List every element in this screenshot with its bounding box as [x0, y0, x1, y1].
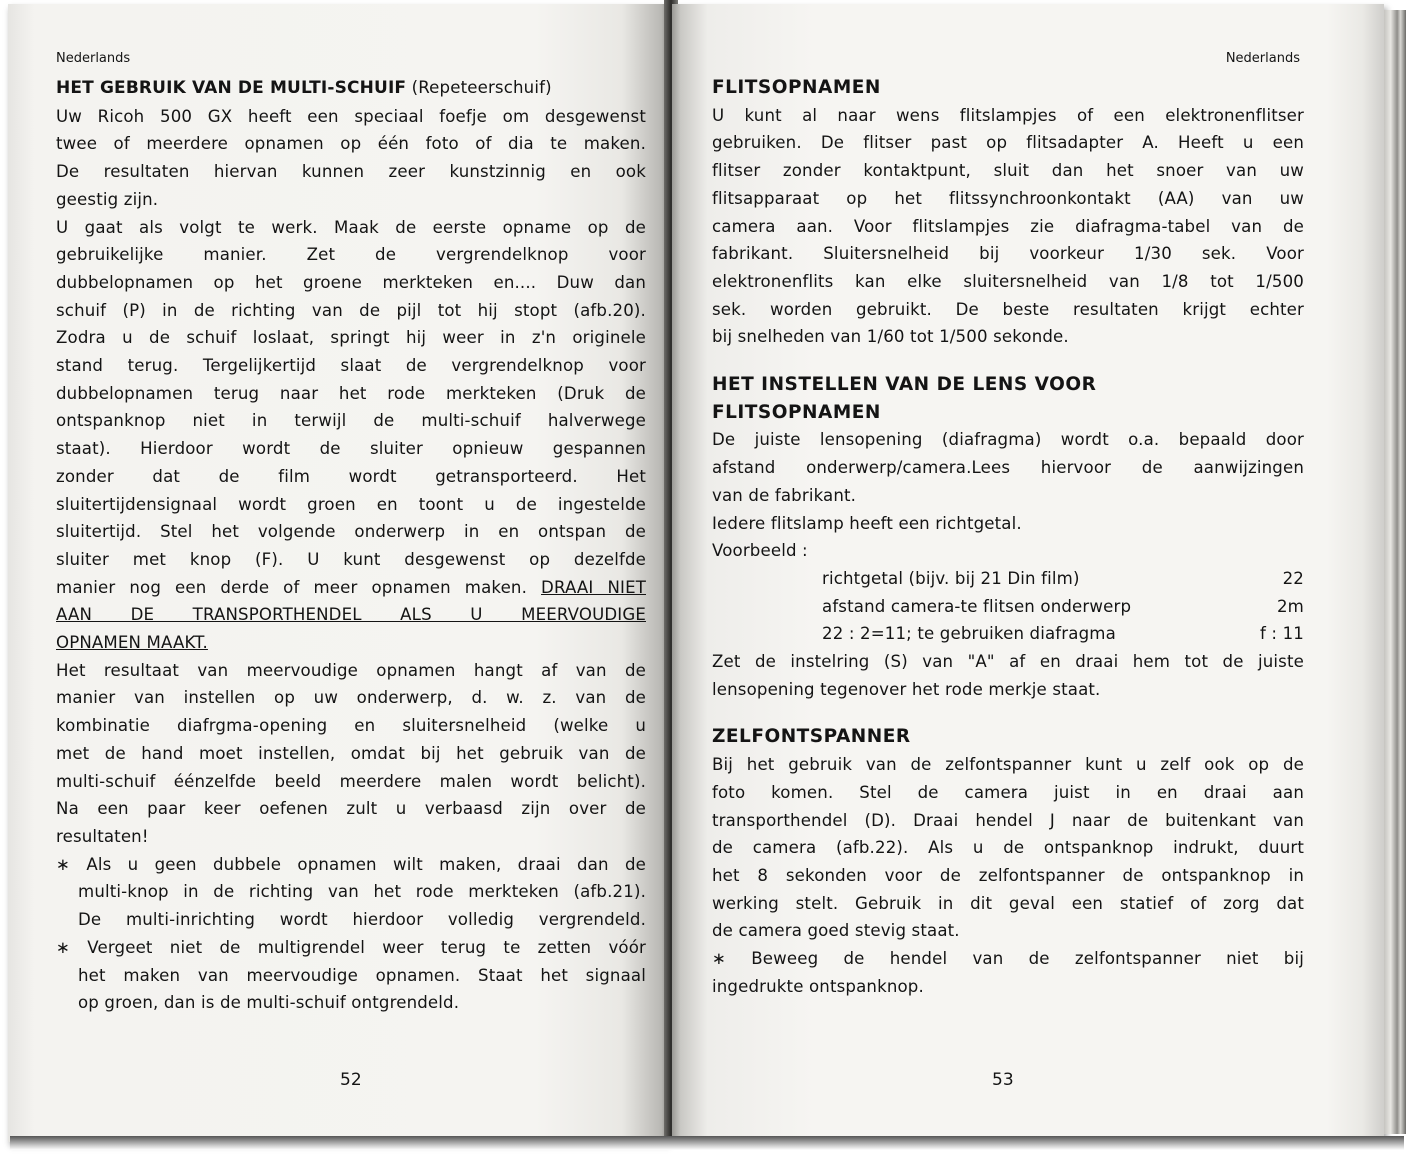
- left-heading-rest: (Repeteerschuif): [406, 78, 552, 97]
- left-text-line: Zodra u de schuif loslaat, springt hij weer in z'n originele: [56, 328, 646, 348]
- right-text-line: flitser zonder kontaktpunt, sluit dan het snoer van uw: [712, 161, 1304, 181]
- left-text-line: Na een paar keer oefenen zult u verbaasd zijn over de: [56, 799, 646, 819]
- example-row: [822, 593, 1304, 621]
- left-note-line: multi-knop in de richting van het rode merkteken (afb.21).: [78, 882, 646, 902]
- right-note-line: ingedrukte ontspanknop.: [712, 976, 924, 996]
- left-text-line: zonder dat de film wordt getransporteerd. Het: [56, 466, 646, 486]
- section-lens-body: [712, 426, 1304, 565]
- left-note-line: ∗ Vergeet niet de multigrendel weer terug te zetten vóór: [56, 937, 646, 957]
- left-text-line: Het resultaat van meervoudige opnamen hangt af van de: [56, 660, 646, 680]
- left-underlined-line-1: AAN DE TRANSPORTHENDEL ALS U MEERVOUDIGE: [56, 605, 646, 625]
- left-mixed-line: [56, 574, 646, 602]
- left-note-line: De multi-inrichting wordt hierdoor volledig vergrendeld.: [78, 910, 646, 930]
- right-text-line: sek. worden gebruikt. De beste resultaten krijgt echter: [712, 299, 1304, 319]
- example-row: [822, 620, 1304, 648]
- left-heading-bold: HET GEBRUIK VAN DE MULTI-SCHUIF: [56, 78, 407, 98]
- left-text-line: De resultaten hiervan kunnen zeer kunstzinnig en ook: [56, 162, 646, 182]
- left-page: [8, 4, 668, 1142]
- example-table: [712, 565, 1304, 648]
- left-text-line: ontspanknop niet in terwijl de multi-schuif halverwege: [56, 411, 646, 431]
- right-text-line: Bij het gebruik van de zelfontspanner kunt u zelf ook op de: [712, 755, 1304, 775]
- left-paragraph-2: [56, 657, 646, 851]
- right-text-line: gebruiken. De flitser past op flitsadapter A. Heeft u een: [712, 133, 1304, 153]
- right-text-line: elektronenflits kan elke sluitersnelheid van 1/8 tot 1/500: [712, 271, 1304, 291]
- left-language-label: Nederlands: [56, 51, 131, 66]
- right-text-line: bij snelheden van 1/60 tot 1/500 sekonde.: [712, 327, 1069, 347]
- left-note-line: het maken van meervoudige opnamen. Staat het signaal: [78, 965, 646, 985]
- right-text-line: Voorbeeld :: [712, 541, 808, 561]
- section-heading-zelfontspanner: ZELFONTSPANNER: [712, 726, 911, 748]
- left-note-line: ∗ Als u geen dubbele opnamen wilt maken, draai dan de: [56, 854, 646, 874]
- right-text-line: Zet de instelring (S) van "A" af en draai hem tot de juiste: [712, 652, 1304, 672]
- right-text-line: camera aan. Voor flitslampjes zie diafragma-tabel van de: [712, 216, 1304, 236]
- right-text-line: lensopening tegenover het rode merkje staat.: [712, 679, 1101, 699]
- section-lens-after: [712, 648, 1304, 703]
- left-page-number: 52: [340, 1070, 362, 1090]
- section-flitsopnamen-body: [712, 102, 1304, 351]
- left-text-line: Uw Ricoh 500 GX heeft een speciaal foefje om desgewenst: [56, 106, 646, 126]
- right-text-line: transporthendel (D). Draai hendel J naar de buitenkant van: [712, 810, 1304, 830]
- right-text-line: van de fabrikant.: [712, 485, 857, 505]
- right-text-line: de camera (afb.22). Als u de ontspanknop indrukt, duurt: [712, 838, 1304, 858]
- left-heading: [56, 74, 646, 103]
- example-value: f : 11: [1260, 624, 1304, 644]
- left-text-line: geestig zijn.: [56, 189, 159, 209]
- example-row: [822, 565, 1304, 593]
- section-zelfontspanner-note: [712, 945, 1304, 1000]
- example-value: 22: [1282, 568, 1304, 588]
- left-underlined-line-2: OPNAMEN MAAKT.: [56, 633, 208, 653]
- left-text-line: manier van instellen op uw onderwerp, d. w. z. van de: [56, 688, 646, 708]
- left-paragraph-1: [56, 103, 646, 574]
- right-text-line: De juiste lensopening (diafragma) wordt o.a. bepaald door: [712, 430, 1304, 450]
- right-language-label: Nederlands: [1225, 51, 1300, 66]
- right-text-line: U kunt al naar wens flitslampjes of een elektronenflitser: [712, 105, 1304, 125]
- section-heading-lens-line1: HET INSTELLEN VAN DE LENS VOOR: [712, 374, 1097, 396]
- left-text-line: stand terug. Tergelijkertijd slaat de vergrendelknop voor: [56, 356, 646, 376]
- right-text-line: foto komen. Stel de camera juist in en draai aan: [712, 782, 1304, 802]
- right-page-number: 53: [992, 1070, 1014, 1090]
- right-text-line: flitsapparaat op het flitssynchroonkontakt (AA) van uw: [712, 188, 1304, 208]
- left-text-line: sluiter met knop (F). U kunt desgewenst op dezelfde: [56, 549, 646, 569]
- right-text-line: het 8 sekonden voor de zelfontspanner de ontspanknop in: [712, 865, 1304, 885]
- left-text-column: [56, 74, 646, 1017]
- left-text-line: multi-schuif éénzelfde beeld meerdere malen wordt belicht).: [56, 771, 646, 791]
- left-text-line: dubbelopnamen terug naar het rode merkteken (Druk de: [56, 383, 646, 403]
- right-page: [672, 4, 1384, 1138]
- left-text-line: gebruikelijke manier. Zet de vergrendelknop voor: [56, 245, 646, 265]
- right-text-line: fabrikant. Sluitersnelheid bij voorkeur 1/30 sek. Voor: [712, 244, 1304, 264]
- left-text-line: U gaat als volgt te werk. Maak de eerste opname op de: [56, 217, 646, 237]
- section-heading-flitsopnamen: FLITSOPNAMEN: [712, 77, 881, 98]
- left-text-line: twee of meerdere opnamen op één foto of dia te maken.: [56, 134, 646, 154]
- left-text-line: met de hand moet instellen, omdat bij het gebruik van de: [56, 743, 646, 763]
- right-text-line: Iedere flitslamp heeft een richtgetal.: [712, 513, 1022, 533]
- left-text-line: kombinatie diafrgma-opening en sluitersnelheid (welke u: [56, 716, 646, 736]
- left-text-line: staat). Hierdoor wordt de sluiter opnieuw gespannen: [56, 439, 646, 459]
- right-text-line: werking stelt. Gebruik in dit geval een statief of zorg dat: [712, 893, 1304, 913]
- page-edge: [1384, 10, 1406, 1134]
- bottom-shadow: [10, 1136, 1404, 1150]
- section-heading-lens-line2: FLITSOPNAMEN: [712, 401, 881, 423]
- right-text-line: de camera goed stevig staat.: [712, 921, 960, 941]
- left-note-line: op groen, dan is de multi-schuif ontgrendeld.: [78, 993, 460, 1013]
- right-note-line: ∗ Beweeg de hendel van de zelfontspanner niet bij: [712, 949, 1304, 969]
- example-label: afstand camera-te flitsen onderwerp: [822, 596, 1132, 616]
- example-label: 22 : 2=11; te gebruiken diafragma: [822, 624, 1116, 644]
- left-mixed-underlined: DRAAI NIET: [541, 577, 646, 597]
- left-text-line: resultaten!: [56, 826, 149, 846]
- left-text-line: schuif (P) in de richting van de pijl tot hij stopt (afb.20).: [56, 300, 646, 320]
- left-text-line: dubbelopnamen op het groene merkteken en.... Duw dan: [56, 272, 646, 292]
- left-text-line: sluitertijd. Stel het volgende onderwerp in en ontspan de: [56, 522, 646, 542]
- left-text-line: sluitertijdensignaal wordt groen en toont u de ingestelde: [56, 494, 646, 514]
- left-note-2: [56, 934, 646, 1017]
- example-label: richtgetal (bijv. bij 21 Din film): [822, 568, 1080, 588]
- right-text-line: afstand onderwerp/camera.Lees hiervoor de aanwijzingen: [712, 458, 1304, 478]
- section-zelfontspanner-body: [712, 751, 1304, 945]
- example-value: 2m: [1276, 596, 1304, 616]
- right-text-column: [712, 74, 1304, 1001]
- left-mixed-plain: manier nog een derde of meer opnamen maken.: [56, 577, 542, 597]
- left-note-1: [56, 851, 646, 934]
